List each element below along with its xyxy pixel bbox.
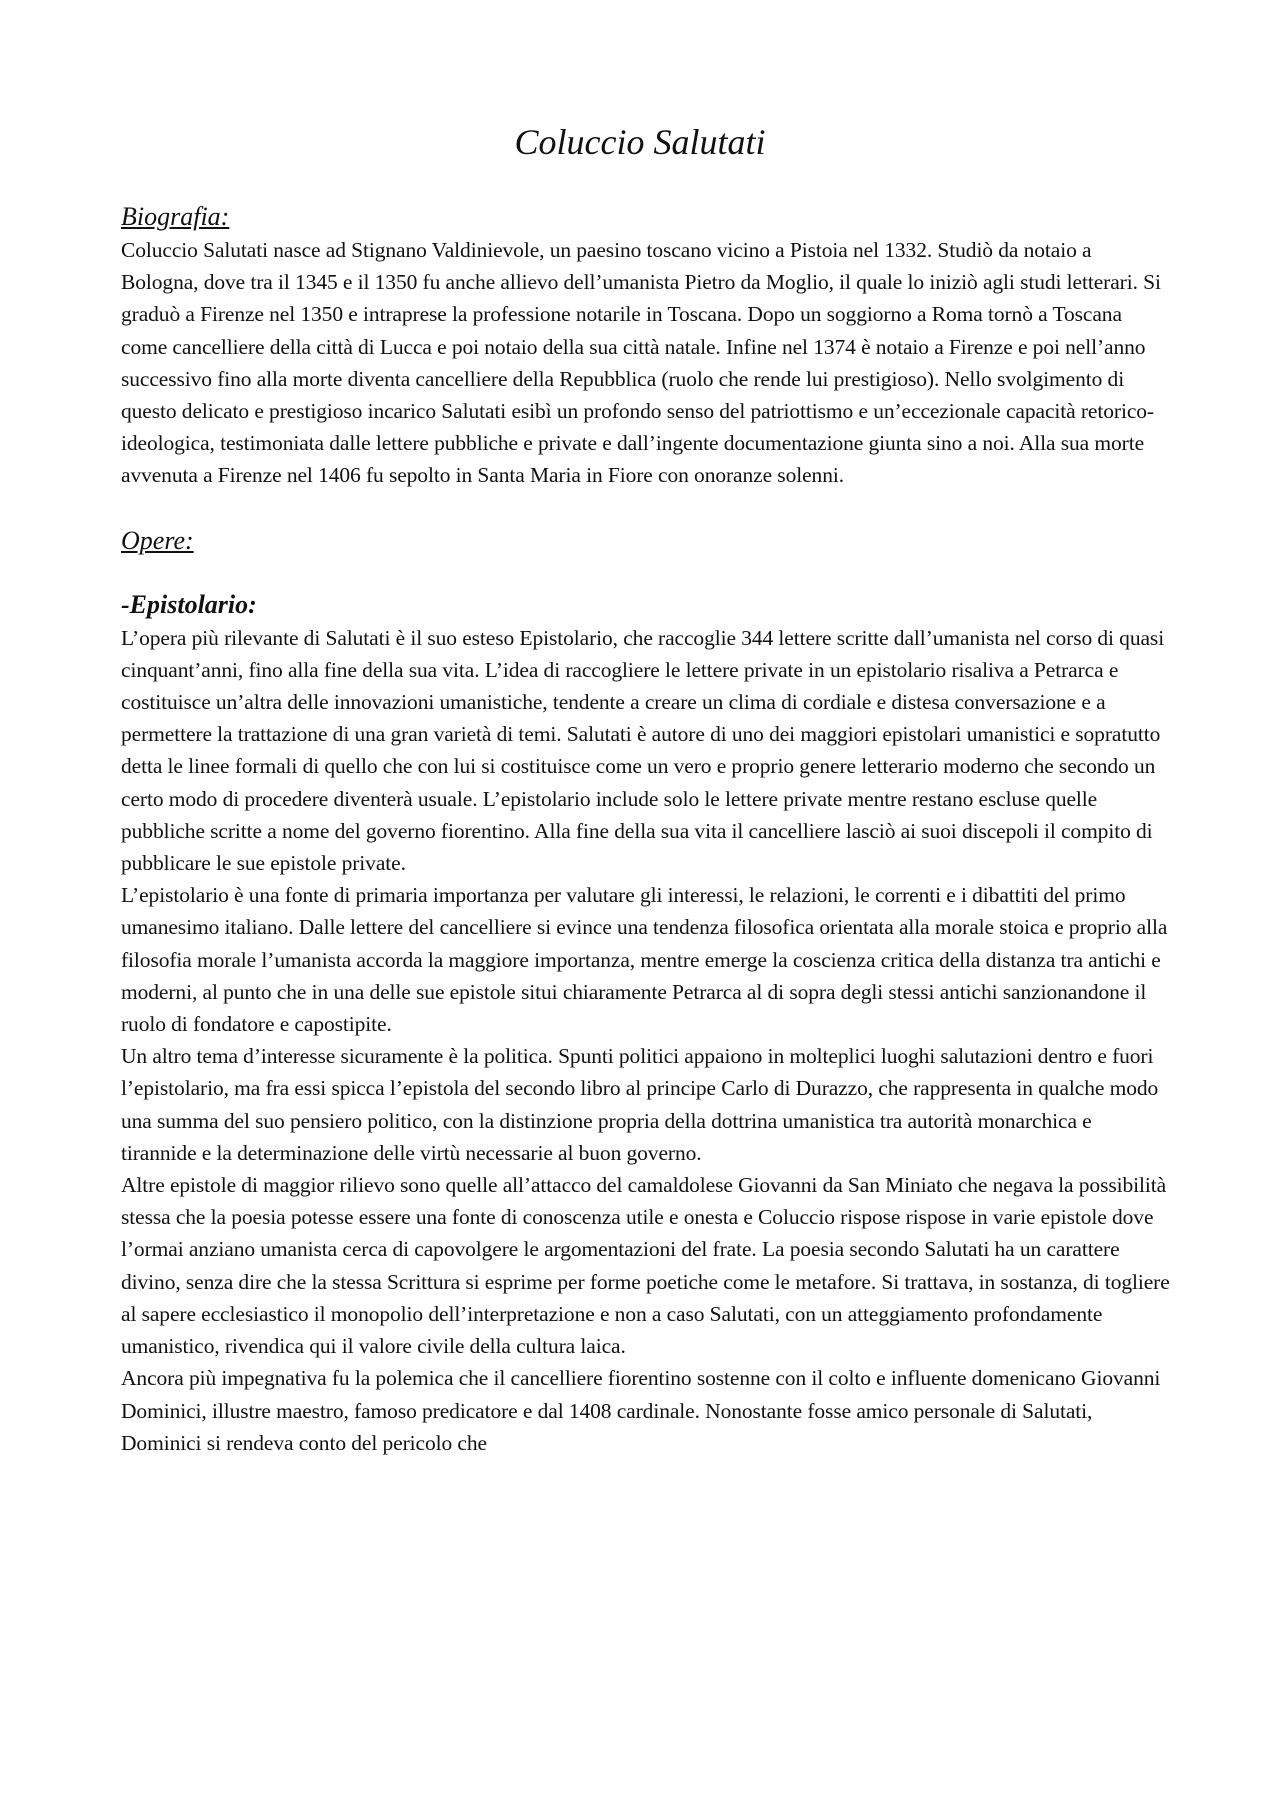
document-body [121,200,1171,1459]
section-heading-biografia: Biografia: [121,202,230,231]
epistolario-paragraph: L’opera più rilevante di Salutati è il suo esteso Epistolario, che raccoglie 344 lettere scritte dall’umanista nel corso di quasi cinquant’anni, fino alla fine della sua vita. L’idea di raccogliere le lettere private in un epistolario risaliva a Petrarca e costituisce un’altra delle innovazioni umanistiche, tendente a creare un clima di cordiale e distesa conversazione e a permettere la trattazione di una gran varietà di temi. Salutati è autore di uno dei maggiori epistolari umanistici e sopratutto detta le linee formali di quello che con lui si costituisce come un vero e proprio genere letterario moderno che secondo un certo modo di procedere diventerà usuale. L’epistolario include solo le lettere private mentre restano escluse quelle pubbliche scritte a nome del governo fiorentino. Alla fine della sua vita il cancelliere lasciò ai suoi discepoli il compito di pubblicare le sue epistole private. [121,625,1165,876]
epistolario-paragraph: Ancora più impegnativa fu la polemica che il cancelliere fiorentino sostenne con il colto e influente domenicano Giovanni Dominici, illustre maestro, famoso predicatore e dal 1408 cardinale. Nonostante fosse amico personale di Salutati, Dominici si rendeva conto del pericolo che [121,1366,1161,1455]
epistolario-paragraph: Altre epistole di maggior rilievo sono quelle all’attacco del camaldolese Giovanni da San Miniato che negava la possibilità stessa che la poesia potesse essere una fonte di conoscenza utile e onesta e Coluccio rispose rispose in varie epistole dove l’ormai anziano umanista cerca di capovolgere le argomentazioni del frate. La poesia secondo Salutati ha un carattere divino, senza dire che la stessa Scrittura si esprime per forme poetiche come le metafore. Si trattava, in sostanza, di togliere al sapere ecclesiastico il monopolio dell’interpretazione e non a caso Salutati, con un atteggiamento profondamente umanistico, rivendica qui il valore civile della cultura laica. [121,1173,1170,1359]
epistolario-paragraph: Un altro tema d’interesse sicuramente è la politica. Spunti politici appaiono in molteplici luoghi salutazioni dentro e fuori l’epistolario, ma fra essi spicca l’epistola del secondo libro al principe Carlo di Durazzo, che rappresenta in qualche modo una summa del suo pensiero politico, con la distinzione propria della dottrina umanistica tra autorità monarchica e tirannide e la determinazione delle virtù necessarie al buon governo. [121,1044,1159,1165]
section-heading-opere: Opere: [121,525,194,555]
page-title: Coluccio Salutati [514,122,766,162]
subsection-heading-epistolario: -Epistolario: [121,589,257,619]
epistolario-paragraph: L’epistolario è una fonte di primaria importanza per valutare gli interessi, le relazioni, le correnti e i dibattiti del primo umanesimo italiano. Dalle lettere del cancelliere si evince una tendenza filosofica orientata alla morale stoica e proprio alla filosofia morale l’umanista accorda la maggiore importanza, mentre emerge la coscienza critica della distanza tra antichi e moderni, al punto che in una delle sue epistole situi chiaramente Petrarca al di sopra degli stessi antichi sanzionandone il ruolo di fondatore e capostipite. [121,883,1168,1037]
biografia-paragraph: Coluccio Salutati nasce ad Stignano Valdinievole, un paesino toscano vicino a Pistoia nel 1332. Studiò da notaio a Bologna, dove tra il 1345 e il 1350 fu anche allievo dell’umanista Pietro da Moglio, il quale lo iniziò agli studi letterari. Si graduò a Firenze nel 1350 e intraprese la professione notarile in Toscana. Dopo un soggiorno a Roma tornò a Toscana come cancelliere della città di Lucca e poi notaio della sua città natale. Infine nel 1374 è notaio a Firenze e poi nell’anno successivo fino alla morte diventa cancelliere della Repubblica (ruolo che rende lui prestigioso). Nello svolgimento di questo delicato e prestigioso incarico Salutati esibì un profondo senso del patriottismo e un’eccezionale capacità retorico-ideologica, testimoniata dalle lettere pubbliche e private e dall’ingente documentazione giunta sino a noi. Alla sua morte avvenuta a Firenze nel 1406 fu sepolto in Santa Maria in Fiore con onoranze solenni. [121,238,1161,488]
